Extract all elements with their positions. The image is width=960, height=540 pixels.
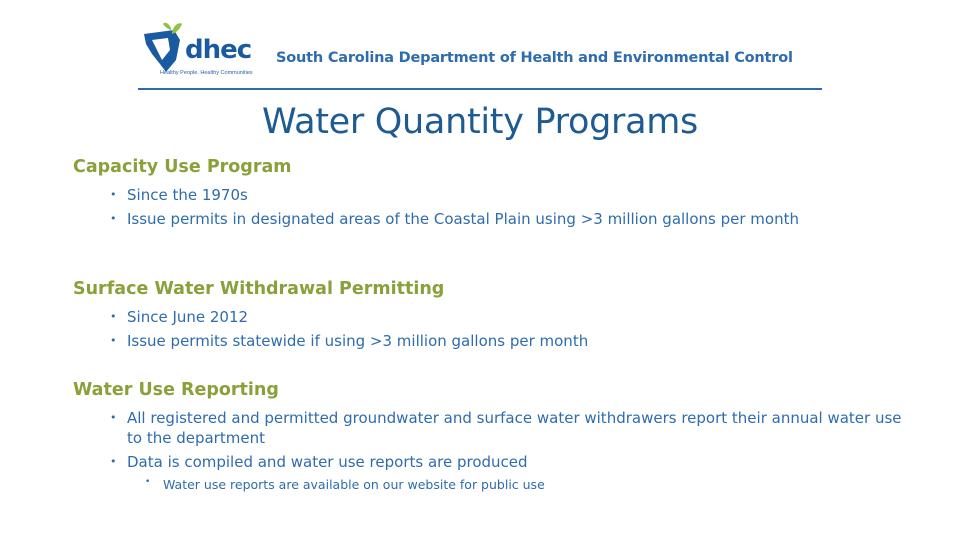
bullet-icon: • [110,310,117,323]
list-item [110,408,907,448]
header-divider [138,88,822,90]
dhec-logo [138,20,263,80]
sub-bullet-text: Water use reports are available on our website for public use [163,477,545,492]
logo-text: dhec [185,35,252,65]
list-item [110,185,887,205]
list-item [110,331,887,351]
bullet-text: Issue permits in designated areas of the Coastal Plain using >3 million gallons per month [127,210,799,228]
bullet-text: Issue permits statewide if using >3 million gallons per month [127,332,589,350]
header [138,18,822,92]
section-heading-water-use: Water Use Reporting [73,380,279,400]
bullet-icon: • [145,477,151,487]
bullet-text: Data is compiled and water use reports are produced [127,453,528,471]
list-item [110,452,907,472]
bullet-icon: • [110,411,117,424]
logo-tagline: Healthy People. Healthy Communities [160,70,253,76]
section-heading-surface-water: Surface Water Withdrawal Permitting [73,279,445,299]
page-title: Water Quantity Programs [262,102,698,142]
bullet-icon: • [110,212,117,225]
list-item [110,307,887,327]
bullet-text: All registered and permitted groundwater and surface water withdrawers report their annual water use to the department [127,409,902,447]
bullet-icon: • [110,334,117,347]
section-heading-capacity-use: Capacity Use Program [73,157,292,177]
sub-list-item [145,477,545,492]
bullet-text: Since the 1970s [127,186,248,204]
bullet-icon: • [110,188,117,201]
list-item [110,209,862,229]
bullet-icon: • [110,455,117,468]
bullet-text: Since June 2012 [127,308,249,326]
agency-name: South Carolina Department of Health and Environmental Control [276,50,793,66]
